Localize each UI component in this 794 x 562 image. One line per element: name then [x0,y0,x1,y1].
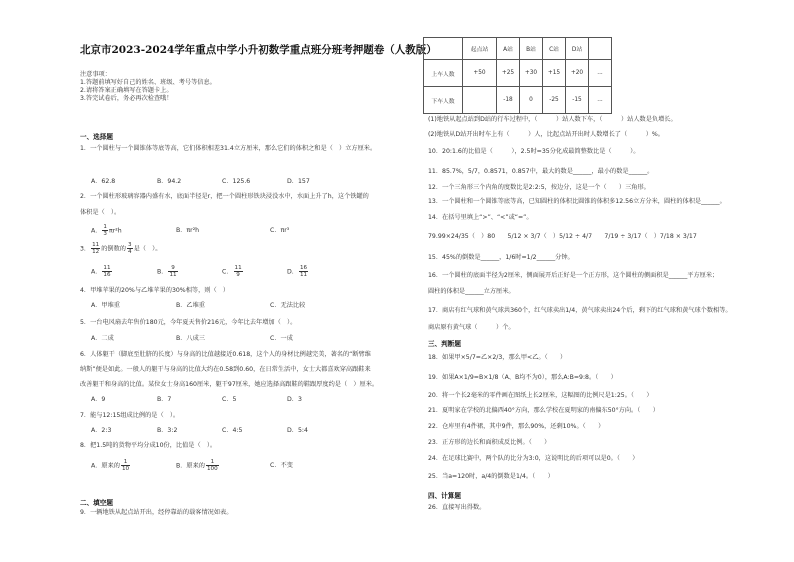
question-25: 25．当a=120时，a/4的倒数是1/4。（ ） [428,473,554,480]
section-heading-choice: 一、选择题 [80,133,113,141]
question-8: 8．把1.5吨的货物平均分成10份，比值是（ ）。 [80,442,217,449]
q5-option-c: C．一成 [270,335,293,342]
question-17-line-2: 商店原有黄气球（ ）个。 [428,324,515,331]
q7-option-b: B．3:2 [157,427,178,434]
q7-option-d: D．5:4 [287,427,308,434]
q3-prefix: 3． [80,245,91,253]
question-5: 5．一台电风扇去年售价180元，今年夏天售价216元，今年比去年增加（ ）。 [80,319,297,326]
notes-item-1: 1.答题前填写好自己的姓名、班级、考号等信息。 [80,79,216,86]
q2-option-b: B．πr²h [176,227,200,234]
q3-fraction-1 [91,242,100,255]
question-2-line-1: 2．一个圆柱形玻璃容器内盛有水，底面半径是r，把一个圆柱形铁块浸没水中，水面上升了h，这个铁罐的 [80,193,369,200]
q2-option-c: C．πr³ [270,227,290,234]
table-cell: +15 [543,60,566,87]
q3-option-d [287,265,309,278]
fraction-numerator: 11 [92,242,100,248]
q3-option-b [157,265,179,278]
q4-option-c: C．无法比较 [270,302,306,309]
table-row [424,60,612,87]
table-cell: 0 [520,87,543,114]
fraction-numerator: 11 [103,265,111,271]
fraction-denominator: 4 [128,249,132,255]
table-cell: 上车人数 [424,60,463,87]
table-header-cell: A站 [497,38,520,60]
q6-option-d: D．3 [287,396,302,403]
q3-option-a [91,265,113,278]
fraction-numerator: 16 [299,265,308,271]
question-9-part-2: (2)地铁从D站开出时车上有（ ）人，比起点站开出时人数增长了（ ）%。 [428,131,664,138]
q8-option-b [176,459,220,472]
fraction-numerator: 3 [128,242,132,248]
section-heading-fill: 二、填空题 [80,499,113,507]
option-letter: D． [287,268,298,276]
notes-item-2: 2.请将答案正确填写在答题卡上。 [80,87,173,94]
q5-option-a: A．二成 [91,335,114,342]
q4-option-a: A．甲堆重 [91,302,120,309]
option-fraction [102,265,111,278]
option-fraction [234,265,243,278]
question-24: 24．在足球比赛中，两个队的比分为3:0，这说明比的后项可以是0。（ ） [428,455,639,462]
q2-option-a-fraction [102,224,108,237]
q6-option-a: A．9 [91,396,106,403]
fraction-numerator: 11 [234,265,242,271]
question-9: 9．一辆地铁从起点站开出，经停靠站的载客情况如表。 [80,509,233,516]
q8-option-a [91,459,131,472]
question-20: 20．将一个长2毫米的零件画在图纸上长2厘米，这幅图的比例尺是1:25。（ ） [428,392,653,399]
section-heading-judge: 三、判断题 [428,340,461,348]
q6-option-c: C．5 [222,396,237,403]
question-4: 4．甲堆苹果的20%与乙堆苹果的30%相等，则（ ） [80,287,230,294]
question-12: 12．一个三角形三个内角的度数比是2:2:5，按边分，这是一个（ ）三角形。 [428,184,650,191]
table-header-cell [424,38,463,60]
table-cell: +25 [497,60,520,87]
question-6-line-3: 改善躯干和身高的比值。某位女士身高160厘米，躯干97厘米，她应选择高跟鞋的鞋跟厚度约是（ ）厘米。 [80,381,379,388]
table-cell [463,87,497,114]
question-14: 14．在括号里填上“>”、“<”或“=”。 [428,214,533,221]
question-17-line-1: 17．商店有红气球和黄气球共360个，红气球卖出1/4，黄气球卖出24个后，剩下的红气球和黄气球个数相等。 [428,307,732,314]
table-cell: 下车人数 [424,87,463,114]
table-cell: ... [589,87,612,114]
q2-option-a-suffix: πr²h [108,227,122,235]
question-14-comparisons: 79.99×24/35（ ）80 5/12 × 3/7（ ）5/12 ÷ 4/7 7/19 ÷ 3/17（ ）7/18 × 3/17 [428,233,697,240]
question-2-line-2: 体积是（ ）。 [80,209,121,216]
fraction-denominator: 12 [92,249,100,255]
q1-option-b: B．94.2 [157,178,182,185]
question-3 [80,242,161,255]
fraction-denominator: 10 [121,466,130,472]
option-fraction [121,459,130,472]
q1-option-d: D．157 [287,178,310,185]
question-11: 11．85.7%，5/7，0.8571，0.857中，最大的数是______，最小的数是______。 [428,168,654,175]
fraction-numerator: 1 [206,459,219,466]
fraction-numerator: 1 [103,224,107,230]
option-fraction [299,265,308,278]
q8-option-c: C．不变 [270,462,293,469]
table-cell: +50 [463,60,497,87]
q3-fraction-2 [127,242,133,255]
q2-option-a-label: A． [91,227,102,235]
question-9-part-1: (1)地铁从起点站到D站的行车过程中，（ ）站人数下车，（ ）站人数是负增长。 [428,116,677,123]
notes-heading: 注意事项： [80,71,111,78]
table-header-cell: 起点站 [463,38,497,60]
table-header-row [424,38,612,60]
table-cell: +20 [566,60,589,87]
question-15: 15．45%的倒数是______，1/6时=1/2______分钟。 [428,254,574,261]
q7-option-c: C．4:5 [222,427,243,434]
question-19: 19．如果A×1/9=B×1/8（A、B均不为0），那么A:B=9:8。（ ） [428,374,617,381]
option-letter: A． [91,268,102,276]
question-10: 10．20:1.6的比值是（ ），2.5时=35分化成最简整数比是（ ）。 [428,148,640,155]
station-table [423,37,612,114]
table-cell: ... [589,60,612,87]
q2-option-a [91,224,122,237]
table-cell: -25 [543,87,566,114]
question-16-line-2: 圆柱的体积是______立方厘米。 [428,288,515,295]
q1-option-a: A．62.8 [91,178,116,185]
question-13: 13．一个圆柱和一个圆锥等底等高，已知圆柱的体积比圆锥的体积多12.56立方分米，圆柱的体积是______。 [428,198,726,205]
page-title: 北京市2023-2024学年重点中学小升初数学重点班分班考押题卷（人教版） [80,44,437,56]
table-cell: -15 [566,87,589,114]
fraction-numerator: 9 [168,265,177,272]
fraction-numerator: 1 [121,459,130,466]
section-heading-calc: 四、计算题 [428,492,461,500]
table-cell: +30 [520,60,543,87]
fraction-denominator: 11 [169,272,177,278]
fraction-denominator: 16 [103,272,111,278]
table-header-cell [589,38,612,60]
question-1: 1．一个圆柱与一个圆锥体等底等高，它们体积相差31.4立方厘米，那么它们的体积之和是（ ）立方厘米。 [80,145,377,152]
question-23: 23．正方形的边长和面积成反比例。（ ） [428,439,551,446]
notes-item-3: 3.答完试卷后，务必再次检查哦！ [80,95,173,102]
question-21: 21．夏明家在学校的北偏西40°方向，那么学校在夏明家的南偏东50°方向。（ ） [428,407,659,414]
q3-suffix: 是（ ）。 [133,245,162,253]
option-letter: B．原来的 [176,462,205,470]
fraction-denominator: 11 [299,272,308,278]
question-26: 26．直接写出得数。 [428,504,486,511]
question-16-line-1: 16．一个圆柱的底面半径为2厘米，侧面展开后正好是一个正方形，这个圆柱的侧面积是______平方厘米； [428,272,719,279]
question-6-line-2: 纳斯”便是如此。一般人的躯干与身高的比值大约在0.58到0.60，在日常生活中，女士大都喜欢穿高跟鞋来 [80,366,371,373]
question-22: 22．仓库里有4件裙，其中9件，那么90%，还剩10%。（ ） [428,423,605,430]
q4-option-b: B．乙堆重 [176,302,205,309]
q6-option-b: B．7 [157,396,172,403]
table-cell: -18 [497,87,520,114]
fraction-denominator: 100 [207,466,218,472]
q1-option-c: C．125.6 [222,178,251,185]
table-row [424,87,612,114]
q3-middle: 的倒数的 [101,245,126,253]
table-header-cell: C站 [543,38,566,60]
table-header-cell: B站 [520,38,543,60]
question-6-line-1: 6．人体躯干（脚底至肚脐的长度）与身高的比值越接近0.618，这个人的身材比例越完美，著名的“断臂维 [80,351,371,358]
option-letter: C． [222,268,233,276]
q7-option-a: A．2:3 [91,427,112,434]
table-header-cell: D站 [566,38,589,60]
fraction-denominator: 3 [103,231,107,237]
q5-option-b: B．八成三 [176,335,205,342]
question-18: 18．如果甲×5/7=乙×2/3，那么甲<乙。（ ） [428,354,567,361]
option-fraction [168,265,177,278]
option-letter: A．原来的 [91,462,120,470]
option-letter: B． [157,268,168,276]
fraction-denominator: 9 [236,272,240,278]
question-7: 7．能与12:15组成比例的是（ ）。 [80,412,180,419]
q3-option-c [222,265,244,278]
option-fraction [206,459,219,472]
